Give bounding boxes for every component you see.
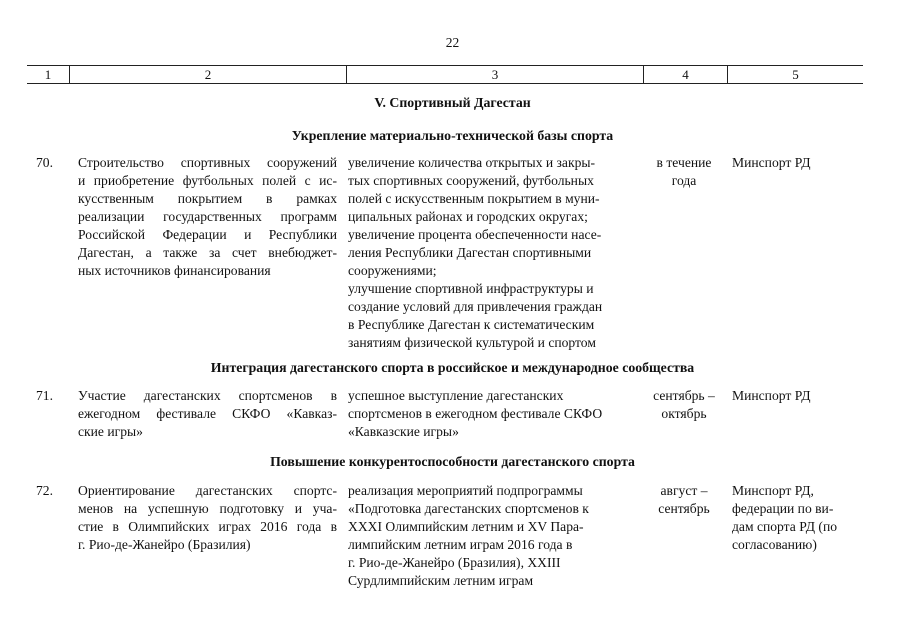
action-line: ежегодном фестивале СКФО «Кавказ- <box>78 406 337 421</box>
action-line: Участие дагестанских спортсменов в <box>78 388 337 403</box>
result-line: сооружениями; <box>348 263 437 278</box>
result-line: «Подготовка дагестанских спортсменов к <box>348 501 589 516</box>
column-number-4: 4 <box>643 66 727 83</box>
row-number: 71. <box>36 388 53 403</box>
result-line: «Кавказские игры» <box>348 424 459 439</box>
result-line: улучшение спортивной инфраструктуры и <box>348 281 594 296</box>
result-line: занятиям физической культурой и спортом <box>348 335 596 350</box>
result-line: ления Республики Дагестан спортивными <box>348 245 592 260</box>
column-number-5: 5 <box>727 66 863 83</box>
action-line: Ориентирование дагестанских спортс- <box>78 483 337 498</box>
executor-cell <box>732 154 862 172</box>
executor-line: Минспорт РД, <box>732 483 814 498</box>
result-line: XXXI Олимпийским летним и XV Пара- <box>348 519 584 534</box>
executor-cell <box>732 482 862 554</box>
action-line: Дагестан, а также за счет внебюджет- <box>78 245 337 260</box>
result-line: в Республике Дагестан к систематическим <box>348 317 595 332</box>
executor-line: дам спорта РД (по <box>732 519 838 534</box>
action-line: и приобретение футбольных полей с ис- <box>78 173 337 188</box>
term-cell <box>644 154 724 190</box>
result-line: увеличение процента обеспеченности насе- <box>348 227 602 242</box>
result-line: г. Рио-де-Жанейро (Бразилия), XXIII <box>348 555 561 570</box>
result-line: Сурдлимпийским летним играм <box>348 573 534 588</box>
result-line: спортсменов в ежегодном фестивале СКФО <box>348 406 603 421</box>
executor-cell <box>732 387 862 405</box>
row-number: 72. <box>36 483 53 498</box>
section-title: V. Спортивный Дагестан <box>374 95 531 110</box>
executor-line: согласованию) <box>732 537 817 552</box>
action-line: ские игры» <box>78 424 143 439</box>
page-number: 22 <box>445 35 460 50</box>
result-line: реализация мероприятий подпрограммы <box>348 483 583 498</box>
subsection-title: Повышение конкурентоспособности дагестанского спорта <box>270 454 635 469</box>
result-cell <box>348 154 640 352</box>
term-cell <box>644 482 724 518</box>
result-line: успешное выступление дагестанских <box>348 388 564 403</box>
column-number-2: 2 <box>69 66 346 83</box>
term-line: в течение <box>656 155 712 170</box>
result-line: тых спортивных сооружений, футбольных <box>348 173 594 188</box>
action-line: Строительство спортивных сооружений <box>78 155 337 170</box>
action-line: реализации государственных программ <box>78 209 337 224</box>
executor-line: федерации по ви- <box>732 501 834 516</box>
result-line: ципальных районах и городских округах; <box>348 209 588 224</box>
subsection-title: Интеграция дагестанского спорта в российское и международное сообщества <box>210 360 695 375</box>
executor-line: Минспорт РД <box>732 155 811 170</box>
result-line: увеличение количества открытых и закры- <box>348 155 596 170</box>
term-line: года <box>671 173 697 188</box>
action-line: стие в Олимпийских играх 2016 года в <box>78 519 337 534</box>
action-cell <box>78 482 337 554</box>
result-cell <box>348 387 640 441</box>
column-number-1: 1 <box>44 67 52 82</box>
term-line: октябрь <box>661 406 707 421</box>
action-cell <box>78 154 337 280</box>
action-line: кусственным покрытием в рамках <box>78 191 337 206</box>
result-line: полей с искусственным покрытием в муни- <box>348 191 600 206</box>
subsection-title: Укрепление материально-технической базы спорта <box>291 128 614 143</box>
action-cell <box>78 387 337 441</box>
action-line: г. Рио-де-Жанейро (Бразилия) <box>78 537 251 552</box>
term-line: сентябрь <box>658 501 710 516</box>
action-line: ных источников финансирования <box>78 263 271 278</box>
result-cell <box>348 482 640 590</box>
term-line: сентябрь – <box>653 388 715 403</box>
action-line: менов на успешную подготовку и уча- <box>78 501 337 516</box>
result-line: лимпийским летним играм 2016 года в <box>348 537 573 552</box>
column-number-header <box>27 65 863 84</box>
executor-line: Минспорт РД <box>732 388 811 403</box>
result-line: создание условий для привлечения граждан <box>348 299 603 314</box>
column-number-3: 3 <box>346 66 643 83</box>
term-cell <box>644 387 724 423</box>
row-number: 70. <box>36 155 53 170</box>
action-line: Российской Федерации и Республики <box>78 227 337 242</box>
term-line: август – <box>660 483 708 498</box>
